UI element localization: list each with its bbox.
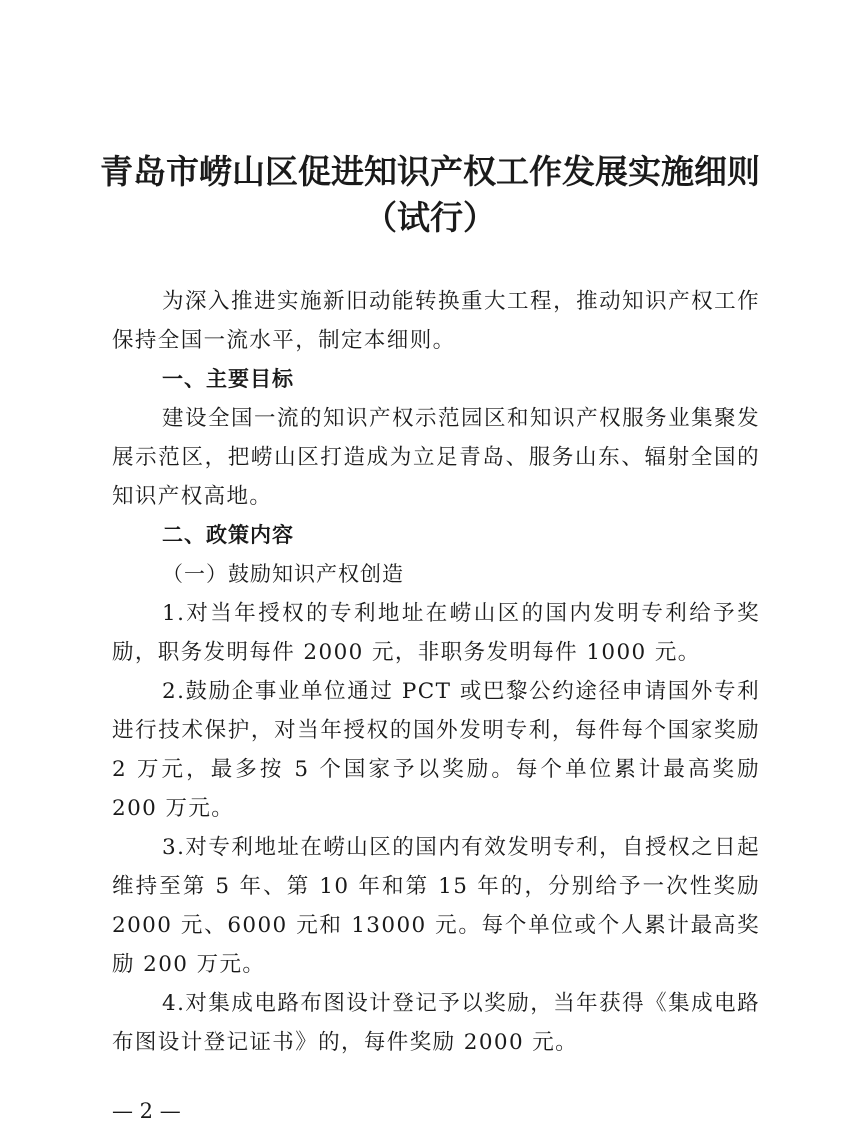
document-title: 青岛市崂山区促进知识产权工作发展实施细则 — [100, 152, 760, 191]
policy-item-2: 2.鼓励企事业单位通过 PCT 或巴黎公约途径申请国外专利进行技术保护，对当年授权的国外发明专利，每件每个国家奖励 2 万元，最多按 5 个国家予以奖励。每个单位累计最高奖励 200 万元。 — [112, 679, 760, 821]
section2-subheading: （一）鼓励知识产权创造 — [162, 562, 404, 586]
document-subtitle: （试行） — [364, 198, 496, 237]
section2-heading: 二、政策内容 — [162, 523, 294, 547]
section1-paragraph: 建设全国一流的知识产权示范园区和知识产权服务业集聚发展示范区，把崂山区打造成为立足青岛、服务山东、辐射全国的知识产权高地。 — [112, 406, 760, 509]
page-number: — 2 — — [112, 1099, 181, 1123]
intro-paragraph: 为深入推进实施新旧动能转换重大工程，推动知识产权工作保持全国一流水平，制定本细则。 — [112, 289, 760, 353]
section1-heading: 一、主要目标 — [162, 367, 294, 391]
document-body — [112, 282, 760, 1062]
policy-item-1: 1.对当年授权的专利地址在崂山区的国内发明专利给予奖励，职务发明每件 2000 元，非职务发明每件 1000 元。 — [112, 601, 760, 665]
policy-item-4: 4.对集成电路布图设计登记予以奖励，当年获得《集成电路布图设计登记证书》的，每件奖励 2000 元。 — [112, 991, 760, 1055]
policy-item-3: 3.对专利地址在崂山区的国内有效发明专利，自授权之日起维持至第 5 年、第 10 年和第 15 年的，分别给予一次性奖励 2000 元、6000 元和 13000 元。每个单位或个人累计最高奖励 200 万元。 — [112, 835, 760, 977]
